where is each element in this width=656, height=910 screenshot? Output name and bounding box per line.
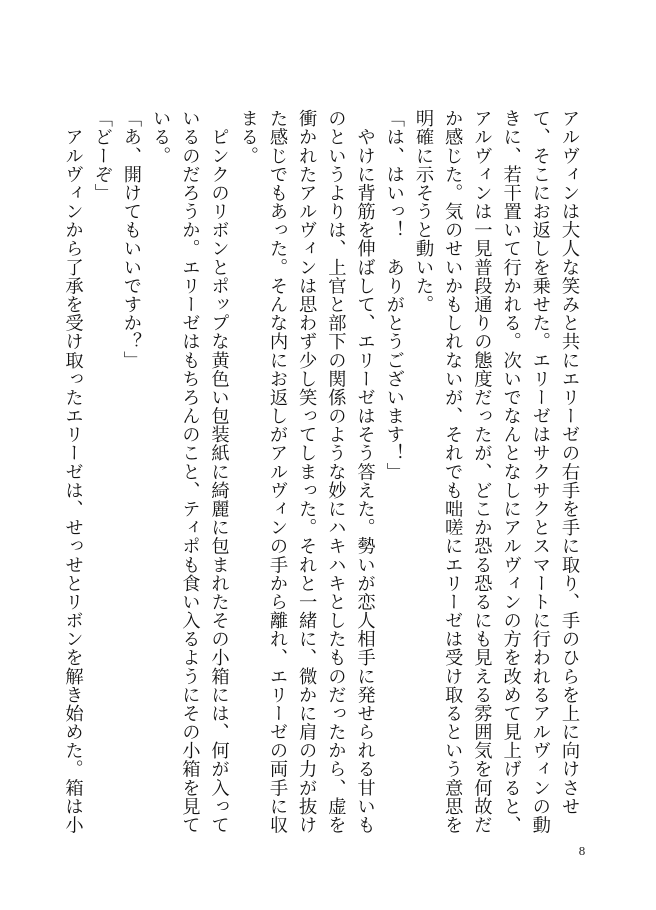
text-line: アルヴィンは大人な笑みと共にエリーゼの右手を手に取り、手のひらを上に向けさせ xyxy=(559,109,580,816)
text-line: アルヴィンは一見普段通りの態度だったが、どこか恐る恐るにも見える雰囲気を何故だ xyxy=(471,109,493,835)
text-line: やけに背筋を伸ばして、エリーゼはそう答えた。勢いが恋人相手に発せられる甘いも xyxy=(354,109,376,835)
text-line: 衝かれたアルヴィンは思わず少し笑ってしまった。それと一緒に、微かに肩の力が抜け xyxy=(296,109,318,835)
text-line: て、そこにお返しを乗せた。エリーゼはサクサクとスマートに行われるアルヴィンの動 xyxy=(529,109,551,835)
text-line: 「あ、開けてもいいですか？」 xyxy=(120,109,142,370)
text-line: のというよりは、上官と部下の関係のような妙にハキハキとしたものだったから、虚を xyxy=(325,109,347,835)
text-line: 明確に示そうと動いた。 xyxy=(412,109,434,314)
text-line: ピンクのリボンとポップな黄色い包装紙に綺麗に包まれたその小箱には、何が入って xyxy=(208,109,230,835)
text-line: た感じでもあった。そんな内にお返しがアルヴィンの手から離れ、エリーゼの両手に収 xyxy=(266,109,288,835)
body-text xyxy=(62,109,584,835)
text-line: 「は、はいっ！ ありがとうございます！」 xyxy=(383,109,405,481)
text-line: アルヴィンから了承を受け取ったエリーゼは、せっせとリボンを解き始めた。箱は小 xyxy=(62,109,84,835)
text-line: か感じた。気のせいかもしれないが、それでも咄嗟にエリーゼは受け取るという意思を xyxy=(442,109,464,835)
text-line: 「どーぞ」 xyxy=(91,109,113,202)
page-number: 8 xyxy=(578,845,586,858)
text-line: いるのだろうか。エリーゼはもちろんのこと、ティポも食い入るようにその小箱を見て xyxy=(179,109,201,835)
text-line: きに、若干置いて行かれる。次いでなんとなしにアルヴィンの方を改めて見上げると、 xyxy=(500,109,522,835)
text-line: いる。 xyxy=(150,109,172,165)
text-line: まる。 xyxy=(237,109,259,165)
